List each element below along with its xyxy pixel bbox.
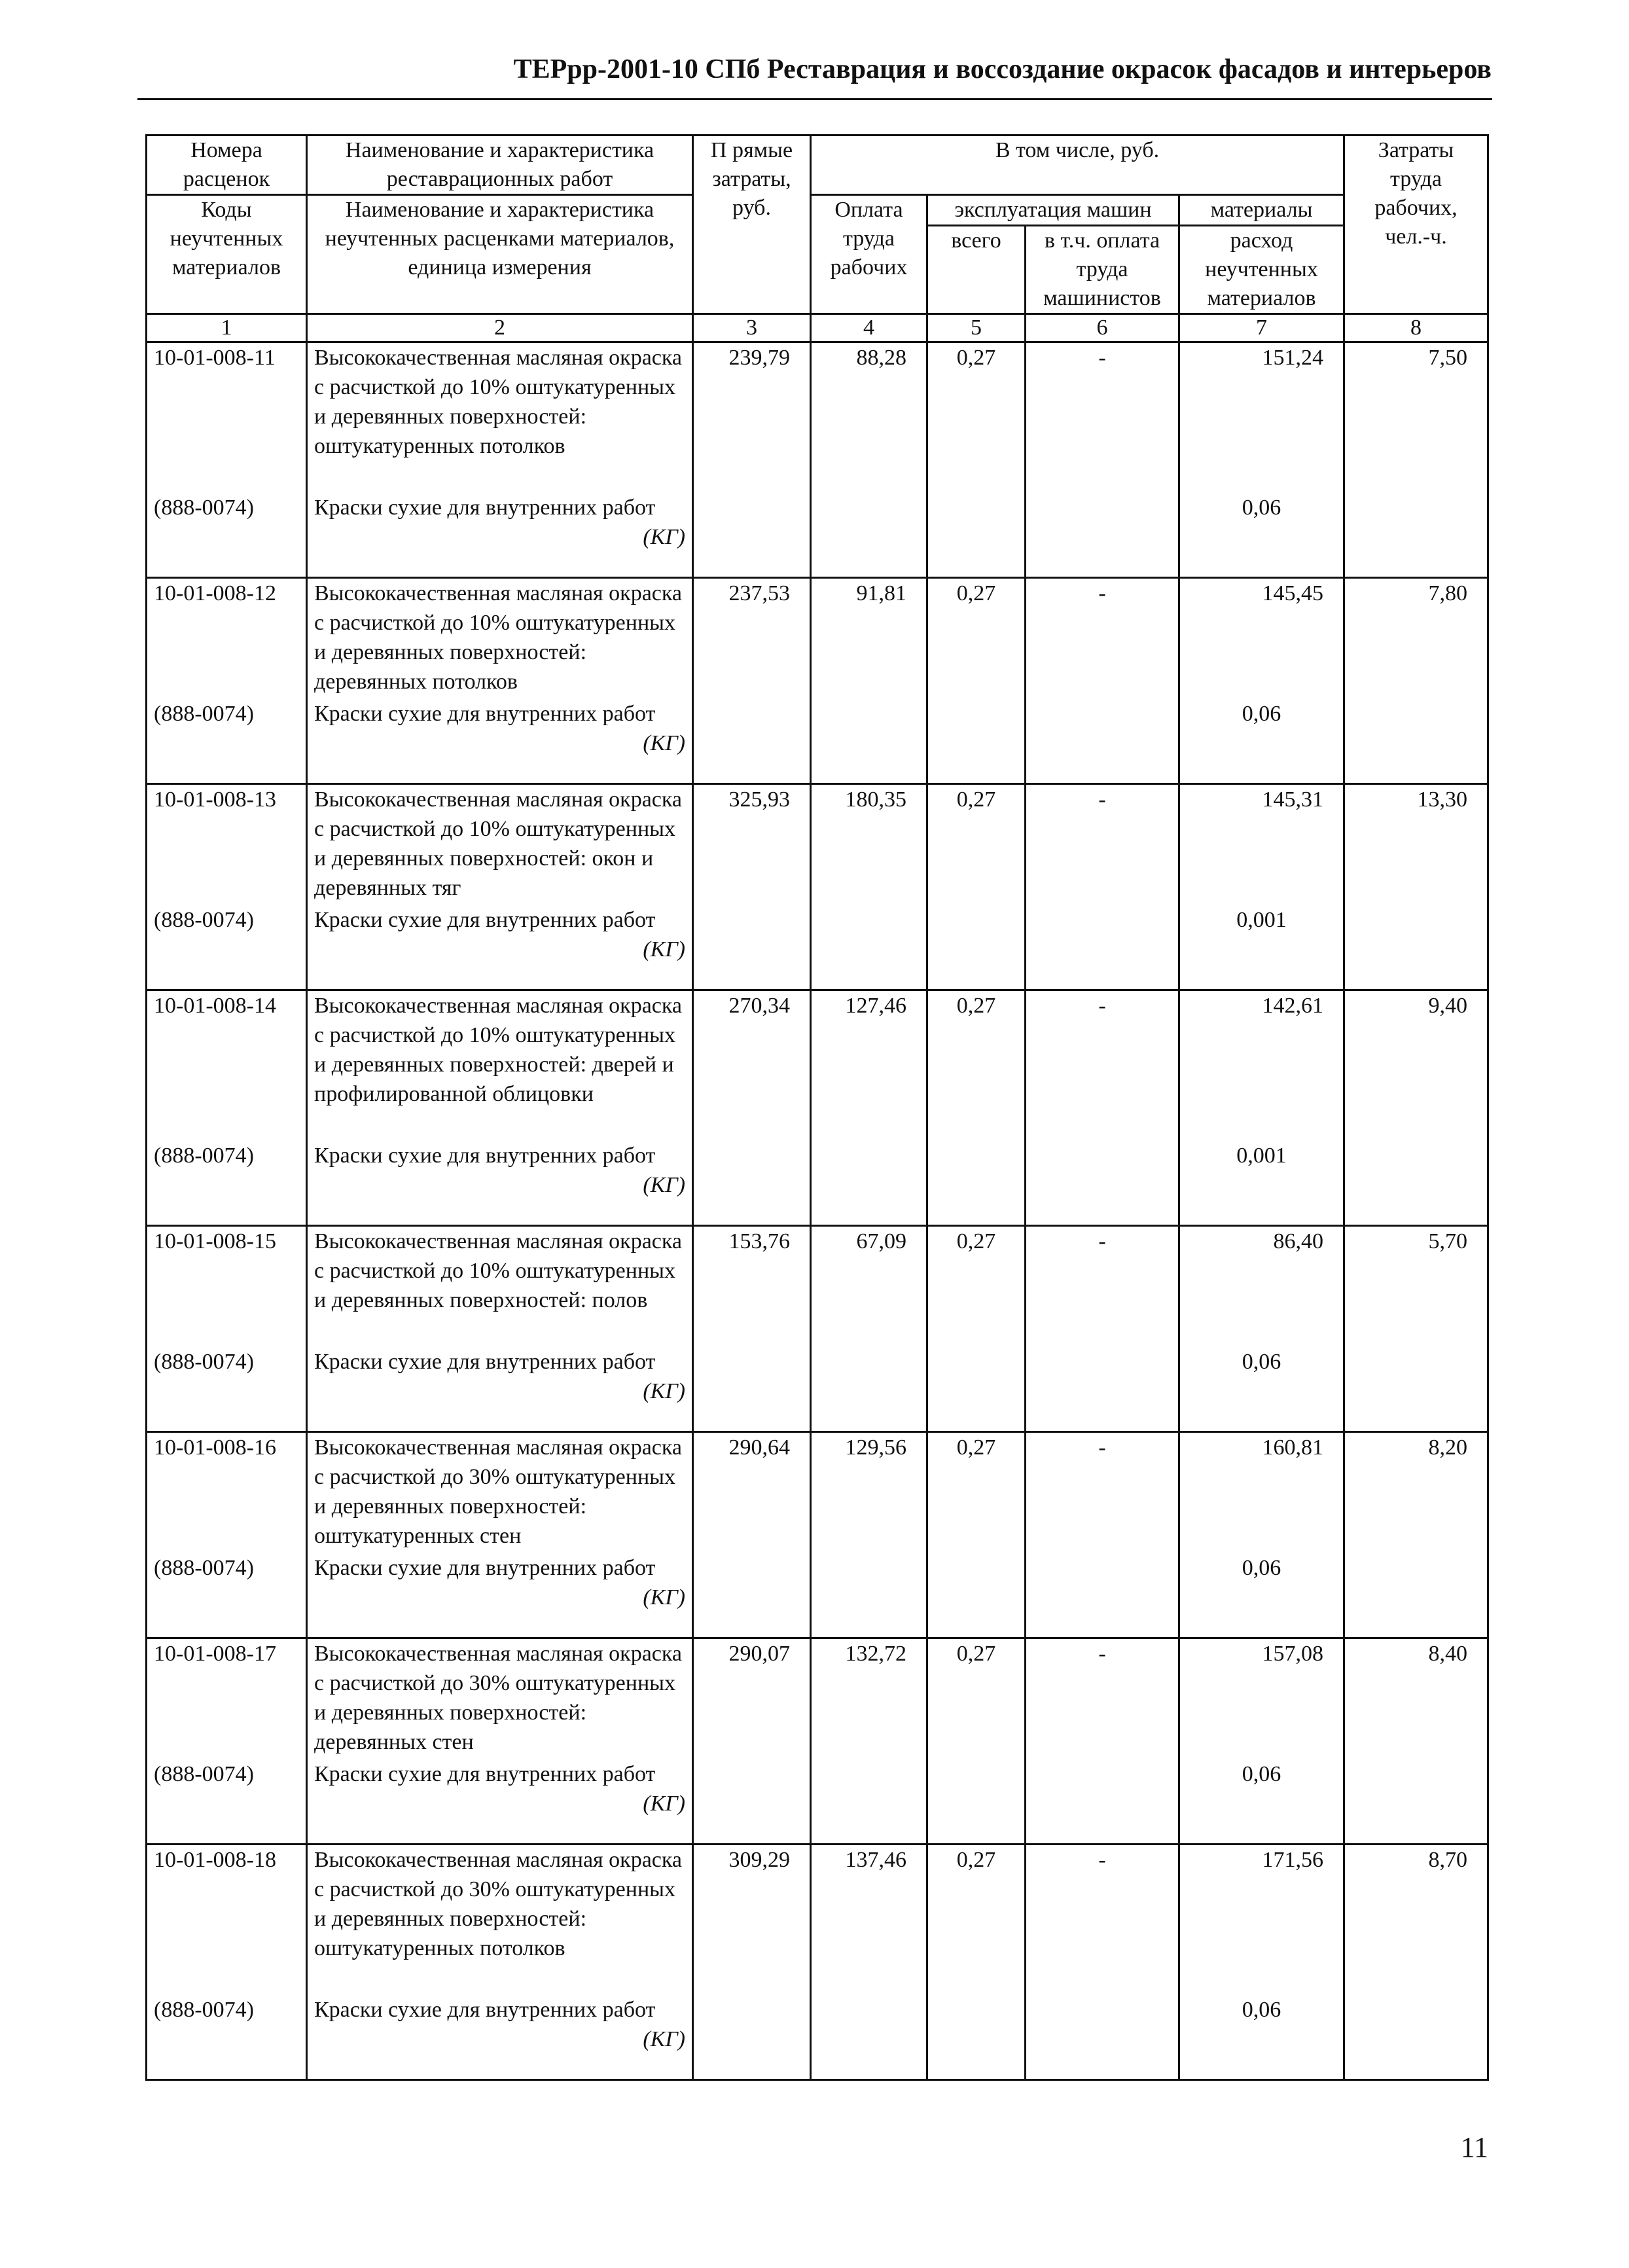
material-unit: (КГ) <box>643 1791 685 1816</box>
labor-hours: 13,30 <box>1344 784 1488 905</box>
material-usage: 0,06 <box>1179 493 1344 578</box>
empty-cell <box>927 905 1026 990</box>
work-description: Высококачественная масляная окраска с расчисткой до 30% оштукатуренных и деревянных поверхностей: деревянных стен <box>307 1638 693 1759</box>
material-code: (888-0074) <box>147 1347 307 1432</box>
empty-cell <box>927 699 1026 784</box>
material-unit: (КГ) <box>643 1172 685 1197</box>
header-work-name: Наименование и характеристика реставрационных работ <box>307 135 693 195</box>
material-name: Краски сухие для внутренних работ <box>314 1997 656 2022</box>
work-description: Высококачественная масляная окраска с расчисткой до 10% оштукатуренных и деревянных поверхностей: полов <box>307 1226 693 1347</box>
work-description: Высококачественная масляная окраска с расчисткой до 10% оштукатуренных и деревянных поверхностей: окон и деревянных тяг <box>307 784 693 905</box>
header-machines-total: всего <box>927 226 1026 314</box>
material-code: (888-0074) <box>147 699 307 784</box>
material-unit: (КГ) <box>643 524 685 549</box>
machinists-pay: - <box>1026 1226 1179 1347</box>
machinists-pay: - <box>1026 1845 1179 1995</box>
rate-code: 10-01-008-16 <box>147 1432 307 1553</box>
empty-cell <box>927 1995 1026 2080</box>
labor-hours: 7,80 <box>1344 578 1488 699</box>
material-code: (888-0074) <box>147 905 307 990</box>
running-header: ТЕРрр-2001-10 СПб Реставрация и воссоздание окрасок фасадов и интерьеров <box>513 54 1492 84</box>
material-usage: 0,001 <box>1179 1141 1344 1226</box>
material-code: (888-0074) <box>147 1141 307 1226</box>
empty-cell <box>927 1759 1026 1845</box>
material-code: (888-0074) <box>147 1995 307 2080</box>
machines-total: 0,27 <box>927 578 1026 699</box>
material-unit: (КГ) <box>643 937 685 962</box>
column-number: 7 <box>1179 314 1344 342</box>
table-row <box>147 578 1488 699</box>
table-row <box>147 1638 1488 1759</box>
empty-cell <box>811 493 927 578</box>
rate-code: 10-01-008-12 <box>147 578 307 699</box>
direct-costs: 290,07 <box>693 1638 811 1759</box>
material-unit: (КГ) <box>643 1585 685 1610</box>
direct-costs: 309,29 <box>693 1845 811 1995</box>
empty-cell <box>1026 1759 1179 1845</box>
material-usage: 0,06 <box>1179 1553 1344 1638</box>
labor-hours: 5,70 <box>1344 1226 1488 1347</box>
material-usage: 0,06 <box>1179 1995 1344 2080</box>
table-row <box>147 1226 1488 1347</box>
material-name: Краски сухие для внутренних работ <box>314 1349 656 1374</box>
material-name: Краски сухие для внутренних работ <box>314 1761 656 1786</box>
material-cell <box>307 493 693 578</box>
empty-cell <box>1026 699 1179 784</box>
empty-cell <box>927 493 1026 578</box>
header-rate-numbers: Номера расценок <box>147 135 307 195</box>
page-number: 11 <box>1460 2131 1488 2163</box>
table-row <box>147 1845 1488 1995</box>
labor-hours: 9,40 <box>1344 990 1488 1141</box>
material-cell <box>307 699 693 784</box>
empty-cell <box>927 1553 1026 1638</box>
empty-cell <box>811 699 927 784</box>
header-direct-costs: П рямые затраты, руб. <box>693 135 811 314</box>
labor-hours: 8,20 <box>1344 1432 1488 1553</box>
empty-cell <box>1344 1141 1488 1226</box>
empty-cell <box>693 1141 811 1226</box>
header-labor-pay: Оплата труда рабочих <box>811 195 927 314</box>
work-description: Высококачественная масляная окраска с расчисткой до 10% оштукатуренных и деревянных поверхностей: оштукатуренных потолков <box>307 342 693 493</box>
machinists-pay: - <box>1026 1638 1179 1759</box>
empty-cell <box>1344 1347 1488 1432</box>
column-number: 8 <box>1344 314 1488 342</box>
direct-costs: 153,76 <box>693 1226 811 1347</box>
labor-pay: 91,81 <box>811 578 927 699</box>
empty-cell <box>1344 905 1488 990</box>
material-cell <box>307 1759 693 1845</box>
rate-code: 10-01-008-15 <box>147 1226 307 1347</box>
empty-cell <box>927 1347 1026 1432</box>
materials-cost: 145,45 <box>1179 578 1344 699</box>
material-row <box>147 1759 1488 1845</box>
material-usage: 0,06 <box>1179 699 1344 784</box>
empty-cell <box>1026 905 1179 990</box>
column-number: 2 <box>307 314 693 342</box>
material-unit: (КГ) <box>643 730 685 755</box>
direct-costs: 325,93 <box>693 784 811 905</box>
labor-pay: 127,46 <box>811 990 927 1141</box>
empty-cell <box>811 1553 927 1638</box>
header-labor-hours: Затраты труда рабочих, чел.-ч. <box>1344 135 1488 314</box>
material-name: Краски сухие для внутренних работ <box>314 495 656 520</box>
rates-table <box>145 134 1489 2081</box>
column-number: 4 <box>811 314 927 342</box>
material-usage: 0,06 <box>1179 1347 1344 1432</box>
material-row <box>147 1347 1488 1432</box>
materials-cost: 171,56 <box>1179 1845 1344 1995</box>
header-materials: материалы <box>1179 195 1344 226</box>
material-row <box>147 699 1488 784</box>
material-code: (888-0074) <box>147 1759 307 1845</box>
labor-hours: 8,70 <box>1344 1845 1488 1995</box>
header-machines: эксплуатация машин <box>927 195 1179 226</box>
materials-cost: 157,08 <box>1179 1638 1344 1759</box>
header-rule <box>137 98 1492 100</box>
material-code: (888-0074) <box>147 1553 307 1638</box>
empty-cell <box>811 1759 927 1845</box>
material-row <box>147 493 1488 578</box>
labor-pay: 67,09 <box>811 1226 927 1347</box>
empty-cell <box>1344 1759 1488 1845</box>
rate-code: 10-01-008-13 <box>147 784 307 905</box>
material-row <box>147 905 1488 990</box>
labor-hours: 7,50 <box>1344 342 1488 493</box>
empty-cell <box>693 1759 811 1845</box>
table-row <box>147 784 1488 905</box>
labor-pay: 132,72 <box>811 1638 927 1759</box>
labor-pay: 88,28 <box>811 342 927 493</box>
table-body <box>147 342 1488 2080</box>
header-material-codes: Коды неучтенных материалов <box>147 195 307 314</box>
work-description: Высококачественная масляная окраска с расчисткой до 30% оштукатуренных и деревянных поверхностей: оштукатуренных стен <box>307 1432 693 1553</box>
material-unit: (КГ) <box>643 1378 685 1403</box>
material-usage: 0,001 <box>1179 905 1344 990</box>
direct-costs: 290,64 <box>693 1432 811 1553</box>
empty-cell <box>693 1553 811 1638</box>
material-name: Краски сухие для внутренних работ <box>314 907 656 932</box>
table-row <box>147 342 1488 493</box>
direct-costs: 239,79 <box>693 342 811 493</box>
empty-cell <box>1026 1995 1179 2080</box>
empty-cell <box>811 1141 927 1226</box>
column-number: 6 <box>1026 314 1179 342</box>
empty-cell <box>1026 1553 1179 1638</box>
rate-code: 10-01-008-17 <box>147 1638 307 1759</box>
machinists-pay: - <box>1026 784 1179 905</box>
material-name: Краски сухие для внутренних работ <box>314 1143 656 1168</box>
empty-cell <box>811 1995 927 2080</box>
empty-cell <box>1026 1141 1179 1226</box>
table-header <box>147 135 1488 342</box>
direct-costs: 237,53 <box>693 578 811 699</box>
work-description: Высококачественная масляная окраска с расчисткой до 10% оштукатуренных и деревянных поверхностей: деревянных потолков <box>307 578 693 699</box>
column-numbers-row <box>147 314 1488 342</box>
empty-cell <box>1026 1347 1179 1432</box>
materials-cost: 86,40 <box>1179 1226 1344 1347</box>
machines-total: 0,27 <box>927 342 1026 493</box>
labor-hours: 8,40 <box>1344 1638 1488 1759</box>
machines-total: 0,27 <box>927 1226 1026 1347</box>
rate-code: 10-01-008-14 <box>147 990 307 1141</box>
material-cell <box>307 1141 693 1226</box>
material-usage: 0,06 <box>1179 1759 1344 1845</box>
empty-cell <box>693 493 811 578</box>
empty-cell <box>1344 1995 1488 2080</box>
material-name: Краски сухие для внутренних работ <box>314 701 656 726</box>
materials-cost: 151,24 <box>1179 342 1344 493</box>
material-name: Краски сухие для внутренних работ <box>314 1555 656 1580</box>
labor-pay: 137,46 <box>811 1845 927 1995</box>
machines-total: 0,27 <box>927 1638 1026 1759</box>
material-cell <box>307 1347 693 1432</box>
empty-cell <box>693 905 811 990</box>
direct-costs: 270,34 <box>693 990 811 1141</box>
machines-total: 0,27 <box>927 1432 1026 1553</box>
column-number: 1 <box>147 314 307 342</box>
column-number: 5 <box>927 314 1026 342</box>
material-code: (888-0074) <box>147 493 307 578</box>
empty-cell <box>693 1347 811 1432</box>
rate-code: 10-01-008-18 <box>147 1845 307 1995</box>
machinists-pay: - <box>1026 578 1179 699</box>
machines-total: 0,27 <box>927 1845 1026 1995</box>
machinists-pay: - <box>1026 990 1179 1141</box>
empty-cell <box>927 1141 1026 1226</box>
empty-cell <box>693 699 811 784</box>
empty-cell <box>693 1995 811 2080</box>
material-cell <box>307 1553 693 1638</box>
machinists-pay: - <box>1026 342 1179 493</box>
work-description: Высококачественная масляная окраска с расчисткой до 10% оштукатуренных и деревянных поверхностей: дверей и профилированной облицовки <box>307 990 693 1141</box>
column-number: 3 <box>693 314 811 342</box>
material-row <box>147 1553 1488 1638</box>
empty-cell <box>1026 493 1179 578</box>
material-cell <box>307 1995 693 2080</box>
material-row <box>147 1995 1488 2080</box>
header-material-name: Наименование и характеристика неучтенных расценками материалов, единица измерения <box>307 195 693 314</box>
materials-cost: 145,31 <box>1179 784 1344 905</box>
table-row <box>147 990 1488 1141</box>
labor-pay: 129,56 <box>811 1432 927 1553</box>
empty-cell <box>1344 1553 1488 1638</box>
work-description: Высококачественная масляная окраска с расчисткой до 30% оштукатуренных и деревянных поверхностей: оштукатуренных потолков <box>307 1845 693 1995</box>
empty-cell <box>1344 493 1488 578</box>
table-row <box>147 1432 1488 1553</box>
header-materials-usage: расход неучтенных материалов <box>1179 226 1344 314</box>
machinists-pay: - <box>1026 1432 1179 1553</box>
header-including: В том числе, руб. <box>811 135 1344 195</box>
header-machinists-pay: в т.ч. оплата труда машинистов <box>1026 226 1179 314</box>
material-unit: (КГ) <box>643 2026 685 2051</box>
empty-cell <box>1344 699 1488 784</box>
machines-total: 0,27 <box>927 990 1026 1141</box>
labor-pay: 180,35 <box>811 784 927 905</box>
empty-cell <box>811 905 927 990</box>
material-cell <box>307 905 693 990</box>
materials-cost: 160,81 <box>1179 1432 1344 1553</box>
material-row <box>147 1141 1488 1226</box>
machines-total: 0,27 <box>927 784 1026 905</box>
rate-code: 10-01-008-11 <box>147 342 307 493</box>
materials-cost: 142,61 <box>1179 990 1344 1141</box>
empty-cell <box>811 1347 927 1432</box>
